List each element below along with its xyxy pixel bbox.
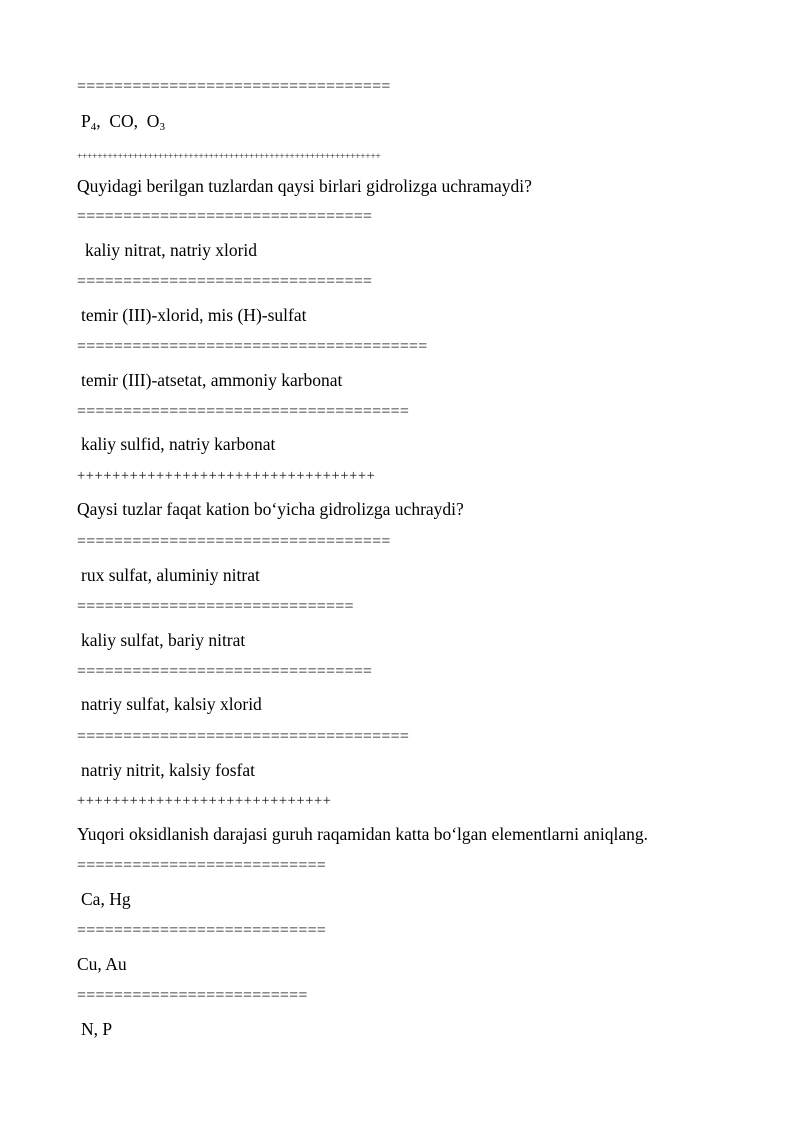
- separator-line: =========================: [77, 987, 308, 1004]
- separator-line: ================================: [77, 208, 373, 225]
- formula-subscript: 4: [90, 121, 97, 133]
- answer-option: temir (III)-xlorid, mis (H)-sulfat: [81, 305, 307, 325]
- question-text: Quyidagi berilgan tuzlardan qaysi birlari gidrolizga uchramaydi?: [77, 176, 532, 196]
- question-text: Yuqori oksidlanish darajasi guruh raqamidan katta bo‘lgan elementlarni aniqlang.: [77, 824, 649, 844]
- separator-line: ================================: [77, 663, 373, 680]
- formula-text: , CO, O: [96, 111, 160, 131]
- separator-line: ==============================: [77, 598, 354, 615]
- answer-option: natriy nitrit, kalsiy fosfat: [81, 760, 255, 780]
- answer-option: natriy sulfat, kalsiy xlorid: [81, 694, 262, 714]
- answer-option: Cu, Au: [77, 954, 127, 974]
- separator-line: ==================================: [77, 78, 391, 95]
- answer-option: rux sulfat, aluminiy nitrat: [81, 565, 260, 585]
- separator-line: ====================================: [77, 403, 410, 420]
- plus-separator-line: ++++++++++++++++++++++++++++++++++++++++++++++++++++++++++++: [77, 152, 381, 162]
- plus-separator-line: +++++++++++++++++++++++++++++: [77, 793, 332, 809]
- answer-option: kaliy sulfid, natriy karbonat: [81, 434, 276, 454]
- answer-option: temir (III)-atsetat, ammoniy karbonat: [81, 370, 343, 390]
- separator-line: ===========================: [77, 857, 327, 874]
- formula-subscript: 3: [159, 121, 165, 133]
- answer-option: N, P: [81, 1019, 113, 1039]
- separator-line: ================================: [77, 273, 373, 290]
- question-text: Qaysi tuzlar faqat kation bo‘yicha gidrolizga uchraydi?: [77, 499, 464, 519]
- separator-line: ====================================: [77, 728, 410, 745]
- answer-option: Ca, Hg: [81, 889, 131, 909]
- separator-line: ===========================: [77, 922, 327, 939]
- answer-option: kaliy sulfat, bariy nitrat: [81, 630, 246, 650]
- separator-line: ======================================: [77, 338, 428, 355]
- formula-symbol: P: [81, 111, 91, 131]
- plus-separator-line: ++++++++++++++++++++++++++++++++++: [77, 468, 376, 484]
- formula-line: [81, 111, 165, 131]
- answer-option: kaliy nitrat, natriy xlorid: [85, 240, 258, 260]
- separator-line: ==================================: [77, 533, 391, 550]
